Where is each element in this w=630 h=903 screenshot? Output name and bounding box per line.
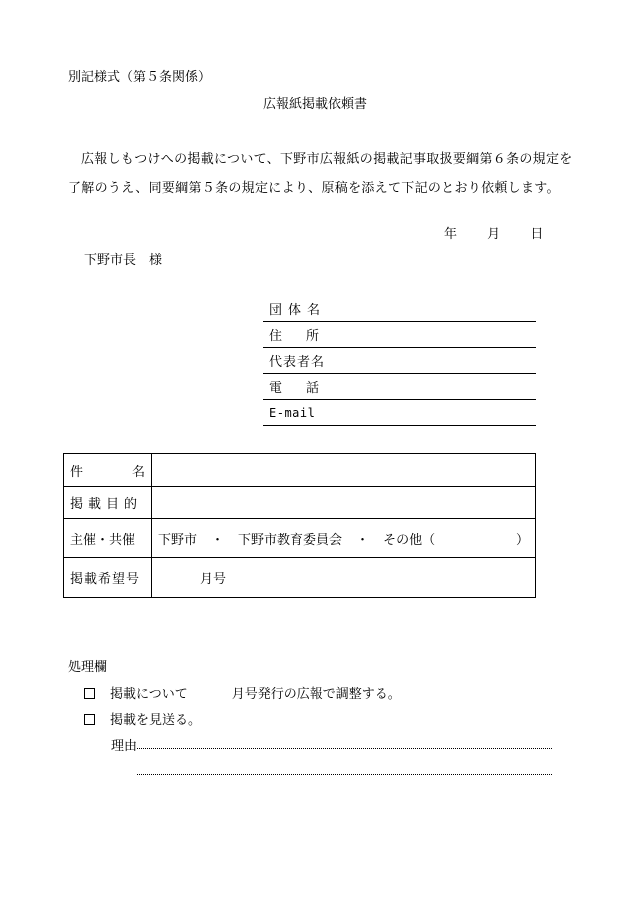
date-month: 月 [487, 227, 501, 242]
sponsor-label: 主催・共催 [70, 532, 136, 548]
processing-option-publish[interactable] [84, 683, 401, 702]
month-value: 月号 [200, 572, 227, 587]
addressee: 下野市長 様 [84, 253, 163, 268]
email-label: E-mail [269, 405, 316, 420]
representative-label: 代表者名 [269, 355, 326, 370]
request-details-table [63, 453, 536, 598]
applicant-block [263, 296, 536, 426]
address-label: 住所 [269, 329, 344, 344]
org-name-field[interactable] [263, 296, 536, 322]
address-field[interactable] [263, 322, 536, 348]
sponsor-option-other[interactable]: その他（ [383, 532, 436, 548]
table-row [64, 519, 536, 558]
purpose-label-cell [64, 487, 152, 519]
processing-option-decline[interactable] [84, 709, 201, 728]
publish-text-a: 掲載について [110, 687, 188, 702]
sponsor-label-cell [64, 519, 152, 558]
representative-field[interactable] [263, 348, 536, 374]
decline-text: 掲載を見送る。 [110, 713, 202, 728]
month-label-cell [64, 558, 152, 598]
sponsor-separator: ・ [211, 532, 225, 548]
form-label: 別記様式（第５条関係） [68, 70, 212, 85]
sponsor-close-paren: ） [515, 532, 529, 548]
month-value-cell[interactable] [152, 558, 536, 598]
sponsor-separator: ・ [356, 532, 370, 548]
reason-line-2[interactable] [137, 774, 552, 775]
purpose-label: 掲載目的 [70, 497, 143, 512]
month-label: 掲載希望号 [70, 572, 141, 587]
email-field[interactable] [263, 400, 536, 426]
sponsor-option-board[interactable]: 下野市教育委員会 [238, 532, 343, 548]
subject-label-a: 件 [70, 464, 84, 480]
date-line [444, 223, 543, 242]
subject-value-cell[interactable] [152, 454, 536, 487]
table-row [64, 487, 536, 519]
subject-label-b: 名 [131, 464, 145, 480]
checkbox-icon[interactable] [84, 688, 95, 699]
reason-line-1[interactable] [137, 748, 552, 749]
request-body-text: 広報しもつけへの掲載について、下野市広報紙の掲載記事取扱要綱第６条の規定を了解のうえ、同要綱第５条の規定により、原稿を添えて下記のとおり依頼します。 [68, 152, 573, 196]
subject-label-cell [64, 454, 152, 487]
purpose-value-cell[interactable] [152, 487, 536, 519]
date-day: 日 [530, 227, 544, 242]
phone-field[interactable] [263, 374, 536, 400]
processing-heading: 処理欄 [68, 660, 108, 675]
table-row [64, 454, 536, 487]
org-name-label: 団体名 [269, 303, 327, 318]
checkbox-icon[interactable] [84, 714, 95, 725]
sponsor-value-cell[interactable] [152, 519, 536, 558]
date-year: 年 [444, 227, 458, 242]
sponsor-option-city[interactable]: 下野市 [158, 532, 198, 548]
publish-text-b: 月号発行の広報で調整する。 [231, 687, 401, 702]
document-title: 広報紙掲載依頼書 [262, 97, 367, 112]
phone-label: 電話 [269, 381, 344, 396]
reason-label: 理由 [111, 739, 138, 754]
table-row [64, 558, 536, 598]
